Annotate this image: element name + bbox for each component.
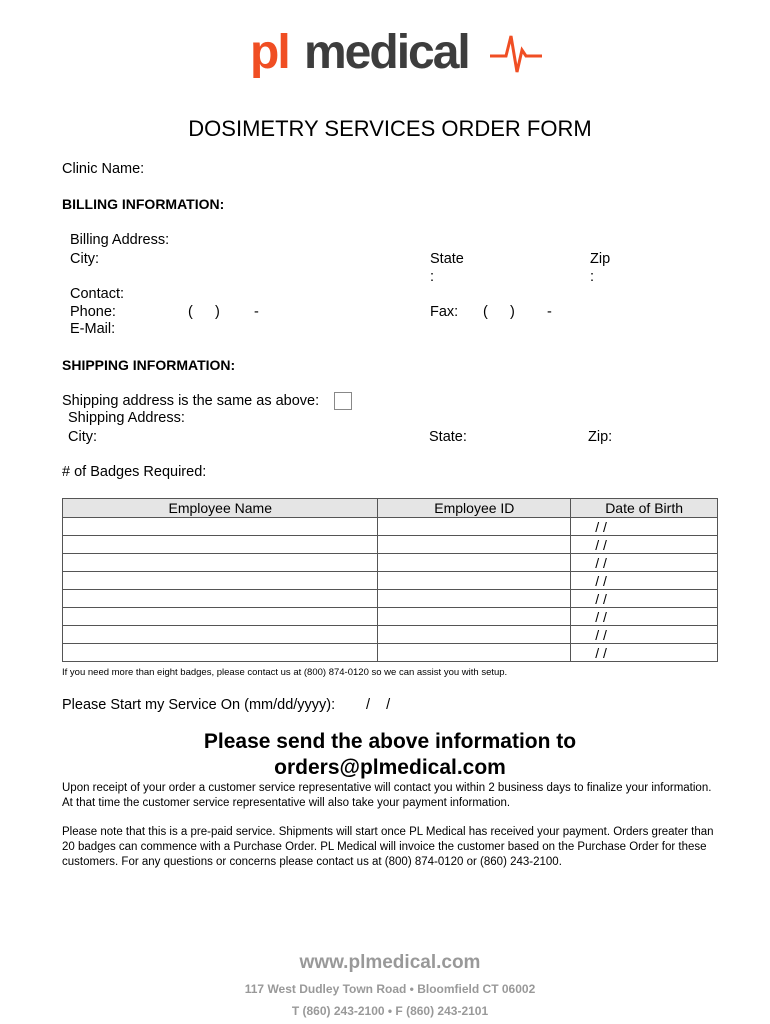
table-row (63, 518, 718, 536)
date-of-birth-cell[interactable]: / / (571, 572, 718, 590)
date-of-birth-cell[interactable]: / / (571, 554, 718, 572)
plmedical-logo (250, 28, 550, 84)
employee-id-cell[interactable] (378, 644, 571, 662)
date-of-birth-cell[interactable]: / / (571, 644, 718, 662)
fax-label: Fax: (430, 304, 459, 320)
employee-name-cell[interactable] (63, 536, 378, 554)
table-row (63, 554, 718, 572)
column-header-date-of-birth: Date of Birth (571, 499, 718, 518)
employee-name-cell[interactable] (63, 572, 378, 590)
table-row (63, 572, 718, 590)
email-label: E-Mail: (70, 321, 116, 337)
table-row (63, 590, 718, 608)
badge-table (62, 498, 718, 662)
table-note: If you need more than eight badges, please contact us at (800) 874-0120 so we can assist you with setup. (62, 667, 508, 678)
same-address-label: Shipping address is the same as above: (62, 393, 320, 409)
footer-phones: T (860) 243-2100 • F (860) 243-2101 (291, 1004, 489, 1018)
shipping-state-label: State: (429, 429, 467, 445)
employee-name-cell[interactable] (63, 644, 378, 662)
employee-id-cell[interactable] (378, 626, 571, 644)
table-row (63, 536, 718, 554)
date-of-birth-cell[interactable]: / / (571, 608, 718, 626)
employee-id-cell[interactable] (378, 518, 571, 536)
start-service-label: Please Start my Service On (mm/dd/yyyy): (62, 697, 336, 713)
employee-name-cell[interactable] (63, 608, 378, 626)
shipping-address-label: Shipping Address: (68, 410, 185, 426)
page-title: DOSIMETRY SERVICES ORDER FORM (188, 116, 592, 141)
date-of-birth-cell[interactable]: / / (571, 626, 718, 644)
order-info-paragraph: Upon receipt of your order a customer service representative will contact you within 2 business days to finalize your information. At that time the customer service representative will also take your payment information. (62, 782, 712, 809)
phone-paren-close: ) (215, 304, 220, 320)
cta-heading: Please send the above information to (203, 730, 577, 753)
badges-required-label: # of Badges Required: (62, 464, 207, 480)
table-row (63, 608, 718, 626)
table-row (63, 626, 718, 644)
start-service-date-field[interactable]: / / (366, 697, 391, 713)
date-of-birth-cell[interactable]: / / (571, 518, 718, 536)
employee-id-cell[interactable] (378, 572, 571, 590)
logo-medical-text: medical (304, 28, 469, 79)
shipping-zip-label: Zip: (588, 429, 613, 445)
column-header-employee-name: Employee Name (63, 499, 378, 518)
billing-heading: BILLING INFORMATION: (62, 196, 225, 212)
logo-pl-text: pl (250, 28, 289, 79)
employee-name-cell[interactable] (63, 518, 378, 536)
heartbeat-line-icon (490, 36, 542, 72)
column-header-employee-id: Employee ID (378, 499, 571, 518)
employee-name-cell[interactable] (63, 590, 378, 608)
shipping-heading: SHIPPING INFORMATION: (62, 357, 236, 373)
employee-name-cell[interactable] (63, 554, 378, 572)
logo-graphic (250, 28, 550, 84)
table-header-row (63, 499, 718, 518)
employee-id-cell[interactable] (378, 608, 571, 626)
contact-label: Contact: (70, 286, 124, 302)
billing-city-label: City: (70, 251, 99, 267)
same-address-checkbox[interactable] (334, 392, 352, 410)
fax-dash: - (547, 304, 552, 320)
phone-paren-open: ( (188, 304, 193, 320)
phone-dash: - (254, 304, 259, 320)
billing-address-label: Billing Address: (70, 232, 170, 248)
employee-id-cell[interactable] (378, 536, 571, 554)
employee-id-cell[interactable] (378, 590, 571, 608)
cta-email: orders@plmedical.com (274, 756, 506, 779)
billing-zip-label: Zip (590, 251, 611, 267)
billing-zip-colon: : (590, 269, 595, 285)
billing-state-colon: : (430, 269, 435, 285)
clinic-name-label: Clinic Name: (62, 161, 145, 177)
fax-paren-open: ( (483, 304, 488, 320)
date-of-birth-cell[interactable]: / / (571, 590, 718, 608)
employee-id-cell[interactable] (378, 554, 571, 572)
employee-name-cell[interactable] (63, 626, 378, 644)
prepaid-notice-paragraph: Please note that this is a pre-paid service. Shipments will start once PL Medical has received your payment. Orders greater than 20 badges can commence with a Purchase Order. PL Medical will invoice the customer based on the Purchase Order for these customers. For any questions or concerns please contact us at (800) 874-0120 or (860) 243-2100. (62, 826, 714, 868)
phone-label: Phone: (70, 304, 116, 320)
billing-state-label: State (430, 251, 464, 267)
shipping-city-label: City: (68, 429, 97, 445)
date-of-birth-cell[interactable]: / / (571, 536, 718, 554)
fax-paren-close: ) (510, 304, 515, 320)
table-row (63, 644, 718, 662)
footer-address: 117 West Dudley Town Road • Bloomfield CT 06002 (244, 982, 536, 996)
footer-website: www.plmedical.com (299, 952, 481, 973)
